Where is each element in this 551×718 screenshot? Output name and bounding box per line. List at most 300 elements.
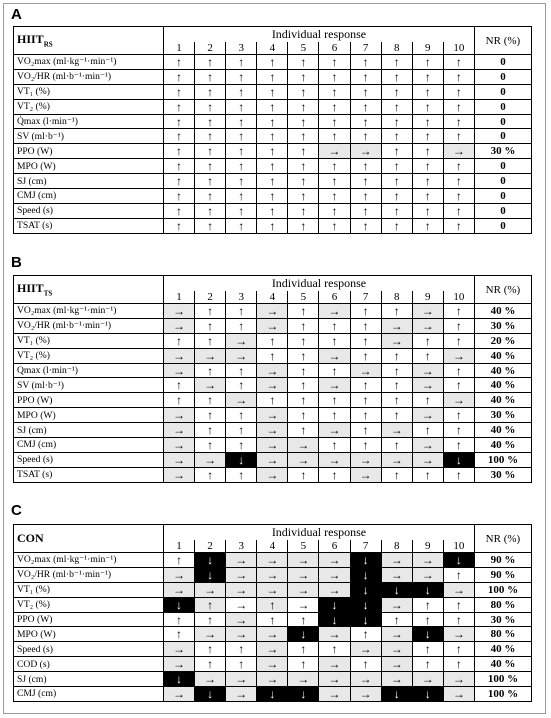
right-arrow-icon: →	[164, 567, 195, 582]
up-arrow-icon: ↑	[288, 408, 319, 423]
up-arrow-icon: ↑	[412, 612, 443, 627]
nr-percent-value: 90 %	[474, 553, 531, 568]
down-arrow-icon: ↓	[350, 582, 381, 597]
participant-number: 5	[288, 42, 319, 55]
right-arrow-icon: →	[257, 452, 288, 467]
variable-label: VO₂max (ml·kg⁻¹·min⁻¹)	[14, 553, 164, 568]
up-arrow-icon: ↑	[226, 438, 257, 453]
up-arrow-icon: ↑	[288, 99, 319, 114]
participant-number: 10	[443, 540, 474, 553]
up-arrow-icon: ↑	[195, 55, 226, 70]
up-arrow-icon: ↑	[288, 144, 319, 159]
table-row	[14, 627, 532, 642]
up-arrow-icon: ↑	[412, 597, 443, 612]
participant-number: 2	[195, 540, 226, 553]
up-arrow-icon: ↑	[195, 69, 226, 84]
down-arrow-icon: ↓	[412, 582, 443, 597]
up-arrow-icon: ↑	[412, 203, 443, 218]
up-arrow-icon: ↑	[257, 174, 288, 189]
up-arrow-icon: ↑	[319, 318, 350, 333]
nr-percent-value: 0	[474, 99, 531, 114]
right-arrow-icon: →	[319, 423, 350, 438]
right-arrow-icon: →	[164, 642, 195, 657]
nr-percent-value: 90 %	[474, 567, 531, 582]
up-arrow-icon: ↑	[412, 159, 443, 174]
up-arrow-icon: ↑	[443, 174, 474, 189]
up-arrow-icon: ↑	[350, 69, 381, 84]
nr-percent-value: 30 %	[474, 408, 531, 423]
up-arrow-icon: ↑	[319, 99, 350, 114]
up-arrow-icon: ↑	[226, 99, 257, 114]
variable-label: VO₂/HR (ml·b⁻¹·min⁻¹)	[14, 69, 164, 84]
up-arrow-icon: ↑	[350, 55, 381, 70]
up-arrow-icon: ↑	[288, 203, 319, 218]
up-arrow-icon: ↑	[412, 218, 443, 233]
up-arrow-icon: ↑	[257, 393, 288, 408]
up-arrow-icon: ↑	[288, 378, 319, 393]
table-row	[14, 203, 532, 218]
up-arrow-icon: ↑	[350, 378, 381, 393]
nr-percent-value: 40 %	[474, 657, 531, 672]
right-arrow-icon: →	[164, 467, 195, 482]
panel-letter: A	[11, 6, 22, 23]
table-row	[14, 642, 532, 657]
up-arrow-icon: ↑	[195, 333, 226, 348]
right-arrow-icon: →	[288, 553, 319, 568]
nr-percent-header: NR (%)	[474, 525, 531, 553]
nr-percent-value: 100 %	[474, 582, 531, 597]
up-arrow-icon: ↑	[412, 174, 443, 189]
right-arrow-icon: →	[226, 612, 257, 627]
up-arrow-icon: ↑	[319, 84, 350, 99]
nr-percent-value: 20 %	[474, 333, 531, 348]
right-arrow-icon: →	[257, 553, 288, 568]
up-arrow-icon: ↑	[443, 114, 474, 129]
right-arrow-icon: →	[443, 348, 474, 363]
up-arrow-icon: ↑	[412, 114, 443, 129]
right-arrow-icon: →	[350, 363, 381, 378]
panel-letter: C	[11, 502, 22, 519]
variable-label: SJ (cm)	[14, 174, 164, 189]
up-arrow-icon: ↑	[350, 627, 381, 642]
down-arrow-icon: ↓	[195, 567, 226, 582]
table-row	[14, 333, 532, 348]
group-label	[14, 525, 164, 553]
variable-label: TSAT (s)	[14, 467, 164, 482]
right-arrow-icon: →	[319, 657, 350, 672]
up-arrow-icon: ↑	[226, 159, 257, 174]
right-arrow-icon: →	[381, 642, 412, 657]
table-row	[14, 218, 532, 233]
up-arrow-icon: ↑	[443, 467, 474, 482]
group-name: HIIT	[17, 32, 44, 47]
table-row	[14, 687, 532, 702]
up-arrow-icon: ↑	[443, 55, 474, 70]
variable-label: VO₂max (ml·kg⁻¹·min⁻¹)	[14, 55, 164, 70]
right-arrow-icon: →	[257, 408, 288, 423]
right-arrow-icon: →	[412, 363, 443, 378]
up-arrow-icon: ↑	[257, 348, 288, 363]
right-arrow-icon: →	[226, 393, 257, 408]
up-arrow-icon: ↑	[195, 657, 226, 672]
participant-number: 4	[257, 540, 288, 553]
right-arrow-icon: →	[226, 582, 257, 597]
up-arrow-icon: ↑	[381, 393, 412, 408]
up-arrow-icon: ↑	[164, 203, 195, 218]
table-row	[14, 99, 532, 114]
up-arrow-icon: ↑	[350, 393, 381, 408]
up-arrow-icon: ↑	[443, 69, 474, 84]
up-arrow-icon: ↑	[226, 114, 257, 129]
table-row	[14, 144, 532, 159]
up-arrow-icon: ↑	[319, 438, 350, 453]
variable-label: VT₁ (%)	[14, 333, 164, 348]
group-name: HIIT	[17, 281, 44, 296]
nr-percent-value: 40 %	[474, 378, 531, 393]
up-arrow-icon: ↑	[381, 408, 412, 423]
group-subscript: RS	[43, 40, 53, 49]
table-row	[14, 84, 532, 99]
table-row	[14, 553, 532, 568]
participant-number: 10	[443, 291, 474, 304]
variable-label: VT₂ (%)	[14, 597, 164, 612]
up-arrow-icon: ↑	[195, 189, 226, 204]
right-arrow-icon: →	[412, 672, 443, 687]
right-arrow-icon: →	[288, 582, 319, 597]
nr-percent-value: 40 %	[474, 423, 531, 438]
group-name: CON	[17, 531, 44, 545]
up-arrow-icon: ↑	[288, 159, 319, 174]
table-row	[14, 393, 532, 408]
participant-number: 3	[226, 540, 257, 553]
up-arrow-icon: ↑	[195, 597, 226, 612]
up-arrow-icon: ↑	[257, 129, 288, 144]
nr-percent-value: 0	[474, 84, 531, 99]
up-arrow-icon: ↑	[350, 408, 381, 423]
up-arrow-icon: ↑	[164, 189, 195, 204]
down-arrow-icon: ↓	[319, 597, 350, 612]
right-arrow-icon: →	[257, 657, 288, 672]
up-arrow-icon: ↑	[350, 114, 381, 129]
right-arrow-icon: →	[164, 318, 195, 333]
up-arrow-icon: ↑	[412, 348, 443, 363]
nr-percent-value: 40 %	[474, 393, 531, 408]
up-arrow-icon: ↑	[319, 55, 350, 70]
nr-percent-value: 30 %	[474, 144, 531, 159]
variable-label: VO₂/HR (ml·b⁻¹·min⁻¹)	[14, 318, 164, 333]
up-arrow-icon: ↑	[443, 304, 474, 319]
up-arrow-icon: ↑	[288, 393, 319, 408]
table-row	[14, 114, 532, 129]
up-arrow-icon: ↑	[164, 333, 195, 348]
up-arrow-icon: ↑	[443, 408, 474, 423]
up-arrow-icon: ↑	[319, 393, 350, 408]
table-row	[14, 69, 532, 84]
up-arrow-icon: ↑	[164, 99, 195, 114]
up-arrow-icon: ↑	[319, 333, 350, 348]
right-arrow-icon: →	[381, 567, 412, 582]
nr-percent-value: 30 %	[474, 467, 531, 482]
up-arrow-icon: ↑	[226, 363, 257, 378]
table-row	[14, 467, 532, 482]
variable-label: COD (s)	[14, 657, 164, 672]
table-row	[14, 657, 532, 672]
up-arrow-icon: ↑	[195, 318, 226, 333]
up-arrow-icon: ↑	[164, 627, 195, 642]
right-arrow-icon: →	[381, 597, 412, 612]
up-arrow-icon: ↑	[350, 174, 381, 189]
up-arrow-icon: ↑	[226, 174, 257, 189]
table-row	[14, 597, 532, 612]
right-arrow-icon: →	[226, 672, 257, 687]
up-arrow-icon: ↑	[350, 84, 381, 99]
down-arrow-icon: ↓	[288, 627, 319, 642]
right-arrow-icon: →	[443, 582, 474, 597]
up-arrow-icon: ↑	[288, 657, 319, 672]
up-arrow-icon: ↑	[226, 423, 257, 438]
up-arrow-icon: ↑	[319, 203, 350, 218]
up-arrow-icon: ↑	[288, 333, 319, 348]
up-arrow-icon: ↑	[350, 189, 381, 204]
up-arrow-icon: ↑	[412, 333, 443, 348]
up-arrow-icon: ↑	[226, 55, 257, 70]
participant-number: 7	[350, 42, 381, 55]
individual-response-header: Individual response	[164, 27, 475, 43]
up-arrow-icon: ↑	[195, 423, 226, 438]
up-arrow-icon: ↑	[319, 189, 350, 204]
up-arrow-icon: ↑	[226, 467, 257, 482]
right-arrow-icon: →	[319, 627, 350, 642]
variable-label: SJ (cm)	[14, 672, 164, 687]
up-arrow-icon: ↑	[288, 423, 319, 438]
up-arrow-icon: ↑	[164, 218, 195, 233]
down-arrow-icon: ↓	[412, 627, 443, 642]
up-arrow-icon: ↑	[412, 467, 443, 482]
up-arrow-icon: ↑	[164, 174, 195, 189]
up-arrow-icon: ↑	[350, 218, 381, 233]
right-arrow-icon: →	[257, 363, 288, 378]
up-arrow-icon: ↑	[288, 304, 319, 319]
right-arrow-icon: →	[226, 333, 257, 348]
right-arrow-icon: →	[257, 642, 288, 657]
variable-label: Speed (s)	[14, 452, 164, 467]
up-arrow-icon: ↑	[288, 612, 319, 627]
table-row	[14, 612, 532, 627]
nr-percent-value: 40 %	[474, 363, 531, 378]
up-arrow-icon: ↑	[288, 55, 319, 70]
variable-label: PPO (W)	[14, 144, 164, 159]
right-arrow-icon: →	[381, 452, 412, 467]
participant-number: 9	[412, 540, 443, 553]
right-arrow-icon: →	[381, 627, 412, 642]
right-arrow-icon: →	[257, 672, 288, 687]
up-arrow-icon: ↑	[226, 189, 257, 204]
up-arrow-icon: ↑	[381, 378, 412, 393]
nr-percent-value: 40 %	[474, 438, 531, 453]
variable-label: TSAT (s)	[14, 218, 164, 233]
up-arrow-icon: ↑	[226, 144, 257, 159]
up-arrow-icon: ↑	[164, 129, 195, 144]
participant-number: 6	[319, 42, 350, 55]
up-arrow-icon: ↑	[319, 642, 350, 657]
up-arrow-icon: ↑	[350, 438, 381, 453]
right-arrow-icon: →	[288, 452, 319, 467]
up-arrow-icon: ↑	[319, 174, 350, 189]
nr-percent-value: 80 %	[474, 627, 531, 642]
right-arrow-icon: →	[319, 348, 350, 363]
table-row	[14, 582, 532, 597]
right-arrow-icon: →	[319, 567, 350, 582]
up-arrow-icon: ↑	[381, 189, 412, 204]
table-row	[14, 567, 532, 582]
table-row	[14, 672, 532, 687]
up-arrow-icon: ↑	[443, 438, 474, 453]
right-arrow-icon: →	[381, 672, 412, 687]
right-arrow-icon: →	[319, 687, 350, 702]
up-arrow-icon: ↑	[381, 84, 412, 99]
right-arrow-icon: →	[164, 438, 195, 453]
nr-percent-value: 40 %	[474, 304, 531, 319]
nr-percent-value: 30 %	[474, 318, 531, 333]
up-arrow-icon: ↑	[381, 99, 412, 114]
up-arrow-icon: ↑	[443, 99, 474, 114]
participant-number: 3	[226, 42, 257, 55]
nr-percent-value: 0	[474, 174, 531, 189]
up-arrow-icon: ↑	[288, 348, 319, 363]
up-arrow-icon: ↑	[288, 84, 319, 99]
response-table-hiit-rs	[13, 26, 532, 234]
variable-label: VO₂max (ml·kg⁻¹·min⁻¹)	[14, 304, 164, 319]
up-arrow-icon: ↑	[381, 304, 412, 319]
right-arrow-icon: →	[195, 452, 226, 467]
up-arrow-icon: ↑	[226, 129, 257, 144]
variable-label: MPO (W)	[14, 159, 164, 174]
participant-number: 9	[412, 291, 443, 304]
up-arrow-icon: ↑	[443, 333, 474, 348]
right-arrow-icon: →	[412, 378, 443, 393]
response-table-con	[13, 524, 532, 702]
up-arrow-icon: ↑	[443, 363, 474, 378]
up-arrow-icon: ↑	[226, 69, 257, 84]
variable-label: VT₂ (%)	[14, 348, 164, 363]
variable-label: VT₁ (%)	[14, 582, 164, 597]
up-arrow-icon: ↑	[164, 393, 195, 408]
up-arrow-icon: ↑	[350, 129, 381, 144]
up-arrow-icon: ↑	[288, 318, 319, 333]
right-arrow-icon: →	[195, 627, 226, 642]
up-arrow-icon: ↑	[443, 318, 474, 333]
up-arrow-icon: ↑	[195, 218, 226, 233]
variable-label: CMJ (cm)	[14, 687, 164, 702]
nr-percent-value: 0	[474, 114, 531, 129]
up-arrow-icon: ↑	[443, 159, 474, 174]
nr-percent-value: 0	[474, 129, 531, 144]
participant-number: 7	[350, 540, 381, 553]
right-arrow-icon: →	[412, 304, 443, 319]
individual-response-header: Individual response	[164, 276, 475, 292]
up-arrow-icon: ↑	[195, 84, 226, 99]
up-arrow-icon: ↑	[195, 304, 226, 319]
right-arrow-icon: →	[350, 452, 381, 467]
participant-number: 3	[226, 291, 257, 304]
up-arrow-icon: ↑	[195, 612, 226, 627]
up-arrow-icon: ↑	[443, 218, 474, 233]
right-arrow-icon: →	[443, 687, 474, 702]
right-arrow-icon: →	[195, 348, 226, 363]
up-arrow-icon: ↑	[381, 348, 412, 363]
up-arrow-icon: ↑	[257, 159, 288, 174]
table-row	[14, 348, 532, 363]
down-arrow-icon: ↓	[195, 553, 226, 568]
up-arrow-icon: ↑	[288, 218, 319, 233]
right-arrow-icon: →	[195, 378, 226, 393]
up-arrow-icon: ↑	[195, 203, 226, 218]
nr-percent-header: NR (%)	[474, 27, 531, 55]
group-subscript: TS	[43, 289, 53, 298]
up-arrow-icon: ↑	[164, 553, 195, 568]
down-arrow-icon: ↓	[381, 582, 412, 597]
up-arrow-icon: ↑	[195, 408, 226, 423]
right-arrow-icon: →	[164, 348, 195, 363]
up-arrow-icon: ↑	[319, 159, 350, 174]
nr-percent-value: 0	[474, 203, 531, 218]
up-arrow-icon: ↑	[412, 393, 443, 408]
up-arrow-icon: ↑	[319, 129, 350, 144]
right-arrow-icon: →	[381, 657, 412, 672]
participant-number: 2	[195, 42, 226, 55]
up-arrow-icon: ↑	[443, 597, 474, 612]
up-arrow-icon: ↑	[319, 363, 350, 378]
participant-number: 4	[257, 291, 288, 304]
table-row	[14, 129, 532, 144]
table-row	[14, 378, 532, 393]
up-arrow-icon: ↑	[288, 114, 319, 129]
up-arrow-icon: ↑	[381, 203, 412, 218]
participant-number: 5	[288, 540, 319, 553]
up-arrow-icon: ↑	[412, 129, 443, 144]
up-arrow-icon: ↑	[381, 144, 412, 159]
up-arrow-icon: ↑	[443, 567, 474, 582]
right-arrow-icon: →	[257, 304, 288, 319]
up-arrow-icon: ↑	[257, 203, 288, 218]
up-arrow-icon: ↑	[288, 189, 319, 204]
right-arrow-icon: →	[164, 452, 195, 467]
up-arrow-icon: ↑	[226, 218, 257, 233]
up-arrow-icon: ↑	[443, 84, 474, 99]
variable-label: Qmax (l·min⁻¹)	[14, 363, 164, 378]
right-arrow-icon: →	[412, 553, 443, 568]
right-arrow-icon: →	[412, 452, 443, 467]
up-arrow-icon: ↑	[443, 657, 474, 672]
up-arrow-icon: ↑	[226, 642, 257, 657]
variable-label: CMJ (cm)	[14, 189, 164, 204]
variable-label: SV (ml·b⁻¹)	[14, 378, 164, 393]
variable-label: MPO (W)	[14, 408, 164, 423]
right-arrow-icon: →	[164, 363, 195, 378]
table-row	[14, 452, 532, 467]
right-arrow-icon: →	[412, 567, 443, 582]
variable-label: MPO (W)	[14, 627, 164, 642]
up-arrow-icon: ↑	[443, 642, 474, 657]
participant-number: 1	[164, 540, 195, 553]
nr-percent-header: NR (%)	[474, 276, 531, 304]
up-arrow-icon: ↑	[350, 333, 381, 348]
right-arrow-icon: →	[257, 582, 288, 597]
down-arrow-icon: ↓	[257, 687, 288, 702]
group-label	[14, 27, 164, 55]
up-arrow-icon: ↑	[381, 129, 412, 144]
nr-percent-value: 0	[474, 218, 531, 233]
